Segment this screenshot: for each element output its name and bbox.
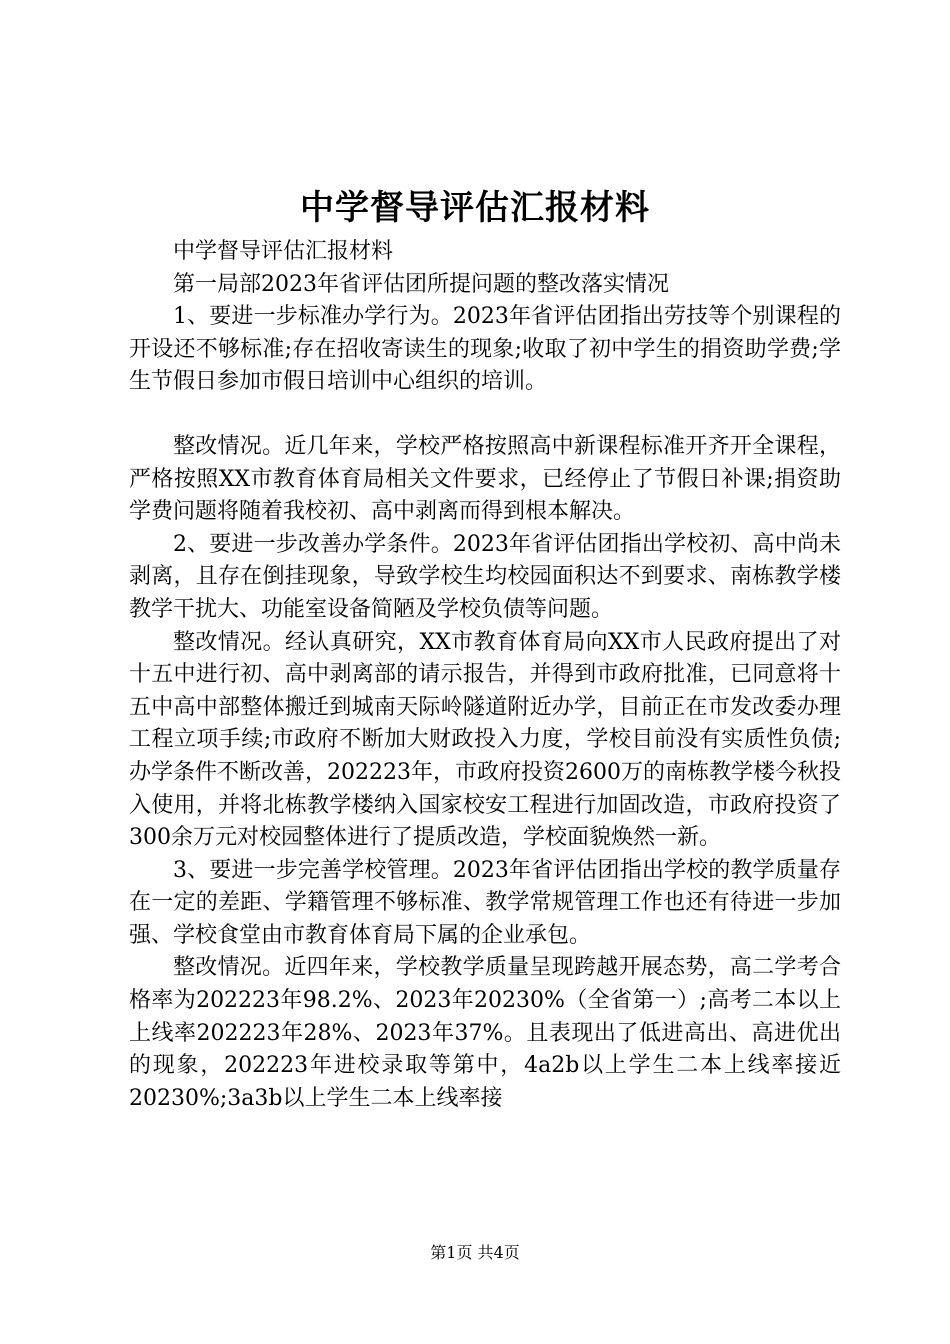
paragraph-rectification-2: 整改情况。经认真研究，XX市教育体育局向XX市人民政府提出了对十五中进行初、高中剥离部的请示报告，并得到市政府批准，已同意将十五中高中部整体搬迁到城南天际岭隧道附近办学，目前正在市发改委办理工程立项手续;市政府不断加大财政投入力度，学校目前没有实质性负债;办学条件不断改善，202223年，市政府投资2600万的南栋教学楼今秋投入使用，并将北栋教学楼纳入国家校安工程进行加固改造，市政府投资了300余万元对校园整体进行了提质改造，学校面貌焕然一新。	[129, 629, 841, 851]
paragraph-item-2: 2、要进一步改善办学条件。2023年省评估团指出学校初、高中尚未剥离，且存在倒挂现象，导致学校生均校园面积达不到要求、南栋教学楼教学干扰大、功能室设备简陋及学校负债等问题。	[129, 531, 841, 622]
paragraph-rectification-1: 整改情况。近几年来，学校严格按照高中新课程标准开齐开全课程，严格按照XX市教育体育局相关文件要求，已经停止了节假日补课;捐资助学费问题将随着我校初、高中剥离而得到根本解决。	[129, 433, 841, 525]
paragraph-item-1: 1、要进一步标准办学行为。2023年省评估团指出劳技等个别课程的开设还不够标准;存在招收寄读生的现象;收取了初中学生的捐资助学费;学生节假日参加市假日培训中心组织的培训。	[129, 304, 841, 395]
document-body	[129, 236, 841, 1115]
document-title: 中学督导评估汇报材料	[300, 188, 650, 228]
paragraph-subtitle: 中学督导评估汇报材料	[173, 239, 394, 264]
paragraph-item-3: 3、要进一步完善学校管理。2023年省评估团指出学校的教学质量存在一定的差距、学籍管理不够标准、教学常规管理工作也还有待进一步加强、学校食堂由市教育体育局下属的企业承包。	[129, 857, 841, 948]
page-footer: 第1页 共4页	[430, 1243, 520, 1262]
paragraph-section-heading: 第一局部2023年省评估团所提问题的整改落实情况	[173, 271, 669, 297]
paragraph-rectification-3: 整改情况。近四年来，学校教学质量呈现跨越开展态势，高二学考合格率为202223年98.2%、2023年20230%（全省第一）;高考二本以上上线率202223年28%、2023年37%。且表现出了低进高出、高进优出的现象，202223年进校录取等第中，4a2b以上学生二本上线率接近20230%;3a3b以上学生二本上线率接	[129, 955, 841, 1111]
